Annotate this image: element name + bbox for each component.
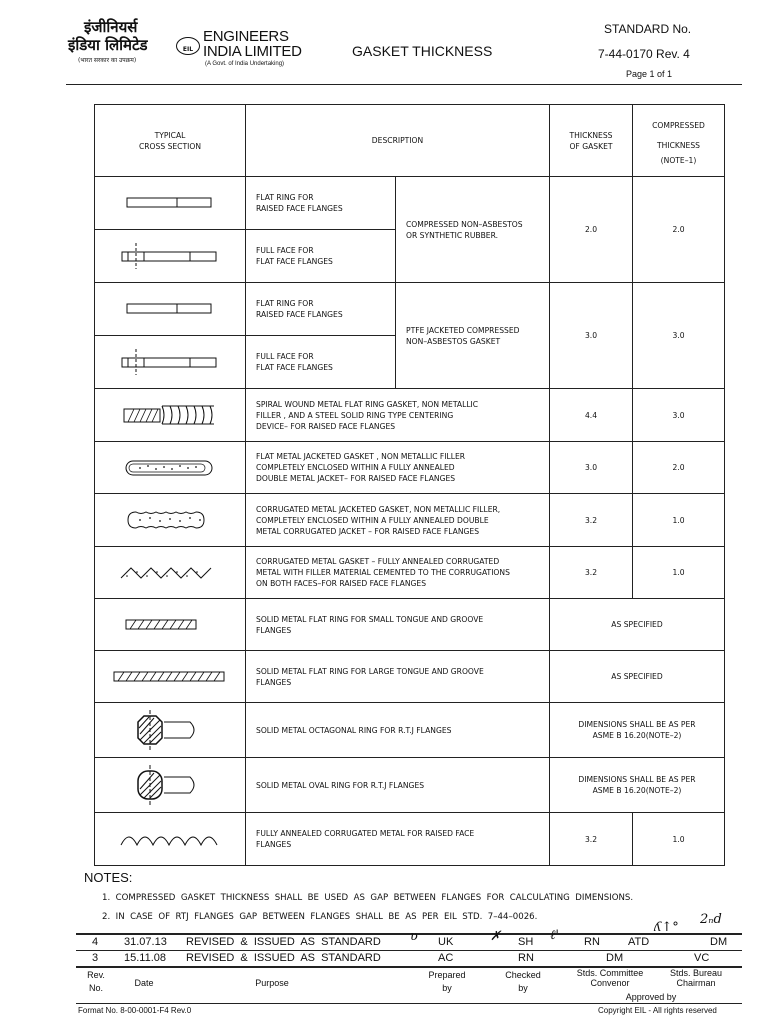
- header-compressed-note: (NOTE–1): [660, 155, 697, 165]
- rev-convenor: DM: [606, 952, 624, 964]
- thickness-value: 3.0: [550, 442, 633, 494]
- rev-top-line: [76, 933, 742, 935]
- description-line: COMPLETELY ENCLOSED WITHIN A FULLY ANNEALED DOUBLE: [256, 515, 489, 525]
- description-line: SPIRAL WOUND METAL FLAT RING GASKET, NON METALLIC: [256, 399, 479, 409]
- description-line: FLANGES: [256, 840, 292, 849]
- table-row: [95, 813, 725, 866]
- rev-bureau-prefix: ATD: [628, 936, 650, 948]
- table-row: [95, 599, 725, 651]
- table-row: [95, 177, 725, 230]
- label-convenor: [560, 968, 660, 988]
- thickness-value: 3.2: [550, 494, 633, 547]
- label-convenor-line2: Convenor: [590, 978, 630, 988]
- label-prepared-line2: by: [442, 983, 452, 993]
- description-line: SOLID METAL OCTAGONAL RING FOR R.T.J FLANGES: [256, 725, 452, 735]
- material-line: OR SYNTHETIC RUBBER.: [406, 230, 499, 240]
- page-title: GASKET THICKNESS: [352, 43, 493, 59]
- label-checked-line2: by: [518, 983, 528, 993]
- description-line: FLAT RING FOR: [256, 299, 314, 308]
- corrugated-metal-gasket-figure: [95, 547, 246, 599]
- as-specified-cell: AS SPECIFIED: [550, 651, 725, 703]
- compressed-value: 3.0: [633, 283, 725, 389]
- signature-icon: 2ₙd: [700, 912, 722, 927]
- description-cell: [246, 703, 550, 758]
- flat-ring-gasket-figure: [95, 177, 246, 230]
- thickness-value: 3.0: [550, 283, 633, 389]
- rev-purpose: REVISED & ISSUED AS STANDARD: [186, 952, 381, 964]
- rev-mid-line: [76, 950, 742, 951]
- description-line: FULL FACE FOR: [256, 352, 314, 361]
- dimensions-cell: [550, 758, 725, 813]
- oval-ring-figure: [95, 758, 246, 813]
- table-row: [95, 389, 725, 442]
- emblem-text: EIL: [182, 46, 194, 53]
- signature-icon: ✗: [490, 929, 501, 944]
- thickness-value: 4.4: [550, 389, 633, 442]
- label-checked: [488, 970, 558, 993]
- rev-checked: RN: [518, 952, 534, 964]
- gasket-table: [94, 104, 725, 866]
- compressed-value: 3.0: [633, 389, 725, 442]
- corrugated-metal-figure: [95, 813, 246, 866]
- header-description: DESCRIPTION: [246, 105, 550, 177]
- header-compressed-line2: THICKNESS: [657, 140, 700, 150]
- header-divider: [66, 84, 742, 85]
- label-rev-line2: No.: [88, 983, 103, 993]
- description-cell: [246, 599, 550, 651]
- description-cell: [246, 758, 550, 813]
- description-line: FLAT RING FOR: [256, 193, 314, 202]
- dimensions-line: DIMENSIONS SHALL BE AS PER: [578, 720, 696, 729]
- thickness-value: 3.2: [550, 547, 633, 599]
- compressed-value: 1.0: [633, 813, 725, 866]
- rev-number: 3: [92, 952, 99, 964]
- header-thickness: [550, 105, 633, 177]
- table-row: [95, 758, 725, 813]
- description-line: SOLID METAL FLAT RING FOR SMALL TONGUE AND GROOVE: [256, 614, 484, 624]
- description-line: FLAT FACE FLANGES: [256, 363, 333, 372]
- description-cell: [246, 442, 550, 494]
- description-line: CORRUGATED METAL JACKETED GASKET, NON METALLIC FILLER,: [256, 504, 501, 514]
- description-line: SOLID METAL FLAT RING FOR LARGE TONGUE AND GROOVE: [256, 666, 484, 676]
- description-cell: [246, 336, 396, 389]
- header-cross-section: [95, 105, 246, 177]
- dimensions-cell: [550, 703, 725, 758]
- description-line: METAL CORRUGATED JACKET – FOR RAISED FACE FLANGES: [256, 526, 480, 536]
- footer-line: [76, 1003, 742, 1004]
- description-cell: [246, 547, 550, 599]
- description-line: FLANGES: [256, 625, 292, 635]
- corrugated-jacketed-gasket-figure: [95, 494, 246, 547]
- signature-icon: ℓ': [550, 928, 559, 943]
- logo-hindi-line2: इंडिया लिमिटेड: [68, 36, 148, 54]
- page-number: Page 1 of 1: [626, 69, 673, 79]
- note-item: 1. COMPRESSED GASKET THICKNESS SHALL BE USED AS GAP BETWEEN FLANGES FOR CALCULATING DIMENSIONS.: [102, 893, 634, 903]
- label-rev: [78, 970, 114, 993]
- label-bureau: [654, 968, 738, 988]
- table-row: [95, 703, 725, 758]
- description-cell: [246, 651, 550, 703]
- thickness-value: 3.2: [550, 813, 633, 866]
- description-cell: [246, 813, 550, 866]
- description-line: ON BOTH FACES–FOR RAISED FACE FLANGES: [256, 579, 427, 588]
- description-line: METAL WITH FILLER MATERIAL CEMENTED TO THE CORRUGATIONS: [256, 568, 510, 577]
- description-cell: [246, 494, 550, 547]
- description-line: RAISED FACE FLANGES: [256, 310, 343, 319]
- description-line: CORRUGATED METAL GASKET – FULLY ANNEALED CORRUGATED: [256, 557, 500, 566]
- header-cross-section-line1: TYPICAL: [154, 130, 186, 140]
- material-line: PTFE JACKETED COMPRESSED: [406, 325, 520, 335]
- ptfe-full-face-figure: [95, 336, 246, 389]
- ptfe-flat-ring-figure: [95, 283, 246, 336]
- rev-date: 31.07.13: [124, 936, 167, 948]
- label-date: Date: [134, 978, 154, 988]
- material-line: NON–ASBESTOS GASKET: [406, 336, 501, 346]
- logo-english-small: (A Govt. of India Undertaking): [205, 61, 285, 67]
- label-bureau-line1: Stds. Bureau: [669, 968, 723, 978]
- format-number: Format No. 8-00-0001-F4 Rev.0: [78, 1006, 192, 1015]
- rev-convenor: RN: [584, 936, 600, 948]
- description-line: FLAT FACE FLANGES: [256, 257, 333, 266]
- description-line: DEVICE– FOR RAISED FACE FLANGES: [256, 421, 396, 431]
- dimensions-line: ASME B 16.20(NOTE–2): [592, 731, 682, 740]
- standard-label: STANDARD No.: [604, 22, 692, 36]
- note-item: 2. IN CASE OF RTJ FLANGES GAP BETWEEN FLANGES SHALL BE AS PER EIL STD. 7–44–0026.: [102, 912, 538, 922]
- logo-hindi-line1: इंजीनियर्स: [84, 18, 138, 36]
- compressed-value: 2.0: [633, 177, 725, 283]
- small-tongue-ring-figure: [95, 599, 246, 651]
- rev-prepared: UK: [438, 936, 454, 948]
- rev-bureau: VC: [694, 952, 710, 964]
- rev-date: 15.11.08: [124, 952, 167, 964]
- table-row: [95, 547, 725, 599]
- company-logo: [66, 18, 316, 70]
- description-line: DOUBLE METAL JACKET– FOR RAISED FACE FLANGES: [256, 474, 456, 483]
- octagonal-ring-figure: [95, 703, 246, 758]
- large-tongue-ring-figure: [95, 651, 246, 703]
- table-row: [95, 494, 725, 547]
- description-line: SOLID METAL OVAL RING FOR R.T.J FLANGES: [256, 780, 425, 790]
- rev-number: 4: [92, 936, 99, 948]
- description-line: FULL FACE FOR: [256, 246, 314, 255]
- eil-emblem-icon: [176, 37, 200, 55]
- description-cell: [246, 283, 396, 336]
- material-cell: [396, 177, 550, 283]
- description-cell: [246, 177, 396, 230]
- label-checked-line1: Checked: [505, 970, 541, 980]
- header-compressed-line1: COMPRESSED: [652, 120, 705, 130]
- logo-english-line1: ENGINEERS: [203, 28, 289, 45]
- rev-bureau: DM: [710, 936, 728, 948]
- signature-icon: ʋ: [410, 929, 418, 944]
- table-header-row: [95, 105, 725, 177]
- metal-jacketed-gasket-figure: [95, 442, 246, 494]
- dimensions-line: ASME B 16.20(NOTE–2): [592, 786, 682, 795]
- description-cell: [246, 230, 396, 283]
- full-face-gasket-figure: [95, 230, 246, 283]
- compressed-value: 2.0: [633, 442, 725, 494]
- label-prepared-line1: Prepared: [428, 970, 466, 980]
- rev-prepared: AC: [438, 952, 454, 964]
- label-convenor-line1: Stds. Committee: [576, 968, 644, 978]
- description-line: RAISED FACE FLANGES: [256, 204, 343, 213]
- header-thickness-line2: OF GASKET: [569, 141, 613, 151]
- header-thickness-line1: THICKNESS: [569, 130, 613, 140]
- material-line: COMPRESSED NON–ASBESTOS: [406, 219, 523, 229]
- logo-english-line2: INDIA LIMITED: [203, 43, 302, 60]
- rev-checked: SH: [518, 936, 534, 948]
- compressed-value: 1.0: [633, 494, 725, 547]
- description-cell: [246, 389, 550, 442]
- label-bureau-line2: Chairman: [676, 978, 716, 988]
- table-row: [95, 442, 725, 494]
- material-cell: [396, 283, 550, 389]
- thickness-value: 2.0: [550, 177, 633, 283]
- header-cross-section-line2: CROSS SECTION: [138, 141, 202, 151]
- label-rev-line1: Rev.: [87, 970, 105, 980]
- description-line: FLANGES: [256, 677, 292, 687]
- header-compressed: [633, 105, 725, 177]
- label-purpose: Purpose: [255, 978, 289, 988]
- description-line: FLAT METAL JACKETED GASKET , NON METALLIC FILLER: [256, 452, 466, 461]
- copyright: Copyright EIL - All rights reserved: [598, 1006, 717, 1015]
- standard-number: 7-44-0170 Rev. 4: [598, 47, 690, 61]
- label-approved: Approved by: [625, 992, 677, 1002]
- spiral-wound-gasket-figure: [95, 389, 246, 442]
- notes-title: NOTES:: [84, 870, 133, 885]
- table-row: [95, 651, 725, 703]
- description-line: COMPLETELY ENCLOSED WITHIN A FULLY ANNEALED: [256, 463, 455, 472]
- compressed-value: 1.0: [633, 547, 725, 599]
- logo-hindi-small: (भारत सरकार का उपक्रम): [78, 57, 137, 64]
- label-prepared: [412, 970, 482, 993]
- table-row: [95, 283, 725, 336]
- description-line: FULLY ANNEALED CORRUGATED METAL FOR RAISED FACE: [256, 829, 475, 838]
- description-line: FILLER , AND A STEEL SOLID RING TYPE CENTERING: [256, 410, 454, 420]
- rev-purpose: REVISED & ISSUED AS STANDARD: [186, 936, 381, 948]
- signature-icon: ʎ↑°: [654, 920, 679, 935]
- as-specified-cell: AS SPECIFIED: [550, 599, 725, 651]
- dimensions-line: DIMENSIONS SHALL BE AS PER: [578, 775, 696, 784]
